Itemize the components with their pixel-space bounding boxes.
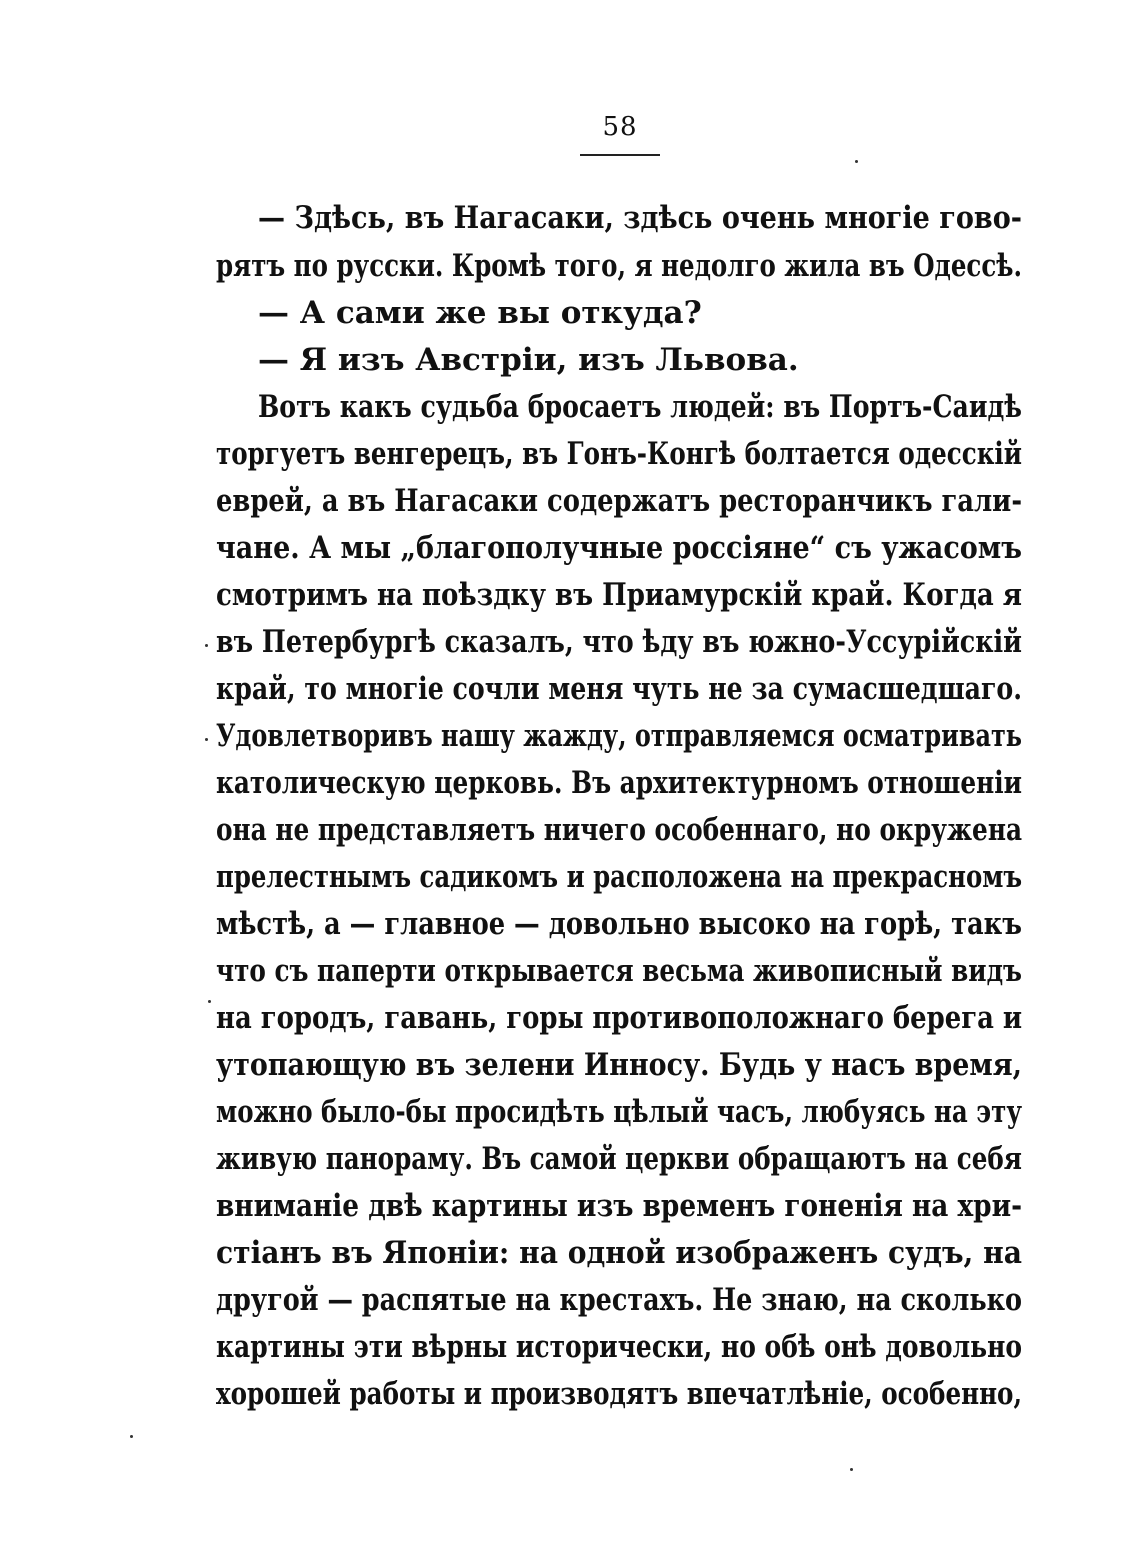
text-line: рятъ по русски. Кромѣ того, я недолго жила въ Одессѣ. bbox=[216, 248, 1022, 284]
text-line: — Я изъ Австріи, изъ Львова. bbox=[258, 342, 799, 378]
text-line: — Здѣсь, въ Нагасаки, здѣсь очень многіе гово- bbox=[258, 200, 1022, 236]
text-line: можно было-бы просидѣть цѣлый часъ, любуясь на эту bbox=[216, 1094, 1022, 1130]
text-line: живую панораму. Въ самой церкви обращаютъ на себя bbox=[216, 1141, 1022, 1177]
text-line: вниманіе двѣ картины изъ временъ гоненія на хри- bbox=[216, 1188, 1023, 1224]
text-line: стіанъ въ Японіи: на одной изображенъ судъ, на bbox=[216, 1235, 1023, 1271]
text-line: Удовлетворивъ нашу жажду, отправляемся осматривать bbox=[216, 718, 1022, 754]
text-line: мѣстѣ, а — главное — довольно высоко на горѣ, такъ bbox=[216, 906, 1022, 942]
page-number-rule bbox=[580, 154, 660, 156]
page-number: 58 bbox=[602, 112, 638, 142]
text-line: еврей, а въ Нагасаки содержатъ ресторанчикъ гали- bbox=[216, 483, 1023, 519]
text-line: что съ паперти открывается весьма живописный видъ bbox=[216, 953, 1022, 989]
text-line: — А сами же вы откуда? bbox=[258, 295, 702, 331]
text-line: она не представляетъ ничего особеннаго, но окружена bbox=[216, 812, 1023, 848]
text-line: торгуетъ венгерецъ, въ Гонъ-Конгѣ болтается одесскій bbox=[216, 436, 1022, 472]
paper-speck bbox=[130, 1435, 133, 1438]
text-line: другой — распятые на крестахъ. Не знаю, на сколько bbox=[216, 1282, 1023, 1318]
text-line: утопающую въ зелени Инносу. Будь у насъ время, bbox=[216, 1047, 1022, 1083]
text-line: на городъ, гавань, горы противоположнаго берега и bbox=[216, 1000, 1023, 1036]
text-line: чане. А мы „благополучные россіяне“ съ ужасомъ bbox=[216, 530, 1023, 566]
text-line: Вотъ какъ судьба бросаетъ людей: въ Портъ-Саидѣ bbox=[258, 389, 1022, 425]
paper-speck bbox=[850, 1468, 853, 1471]
paper-speck bbox=[208, 1000, 211, 1003]
text-line: хорошей работы и производятъ впечатлѣніе, особенно, bbox=[216, 1376, 1023, 1412]
text-line: въ Петербургѣ сказалъ, что ѣду въ южно-Уссурійскій bbox=[216, 624, 1022, 660]
text-line: смотримъ на поѣздку въ Приамурскій край. Когда я bbox=[216, 577, 1022, 613]
paper-speck bbox=[855, 160, 858, 163]
text-line: прелестнымъ садикомъ и расположена на прекрасномъ bbox=[216, 859, 1023, 895]
paper-speck bbox=[205, 738, 208, 741]
text-line: край, то многіе сочли меня чуть не за сумасшедшаго. bbox=[216, 671, 1023, 707]
paper-speck bbox=[205, 644, 208, 647]
text-line: католическую церковь. Въ архитектурномъ отношеніи bbox=[216, 765, 1022, 801]
text-line: картины эти вѣрны исторически, но обѣ онѣ довольно bbox=[216, 1329, 1023, 1365]
